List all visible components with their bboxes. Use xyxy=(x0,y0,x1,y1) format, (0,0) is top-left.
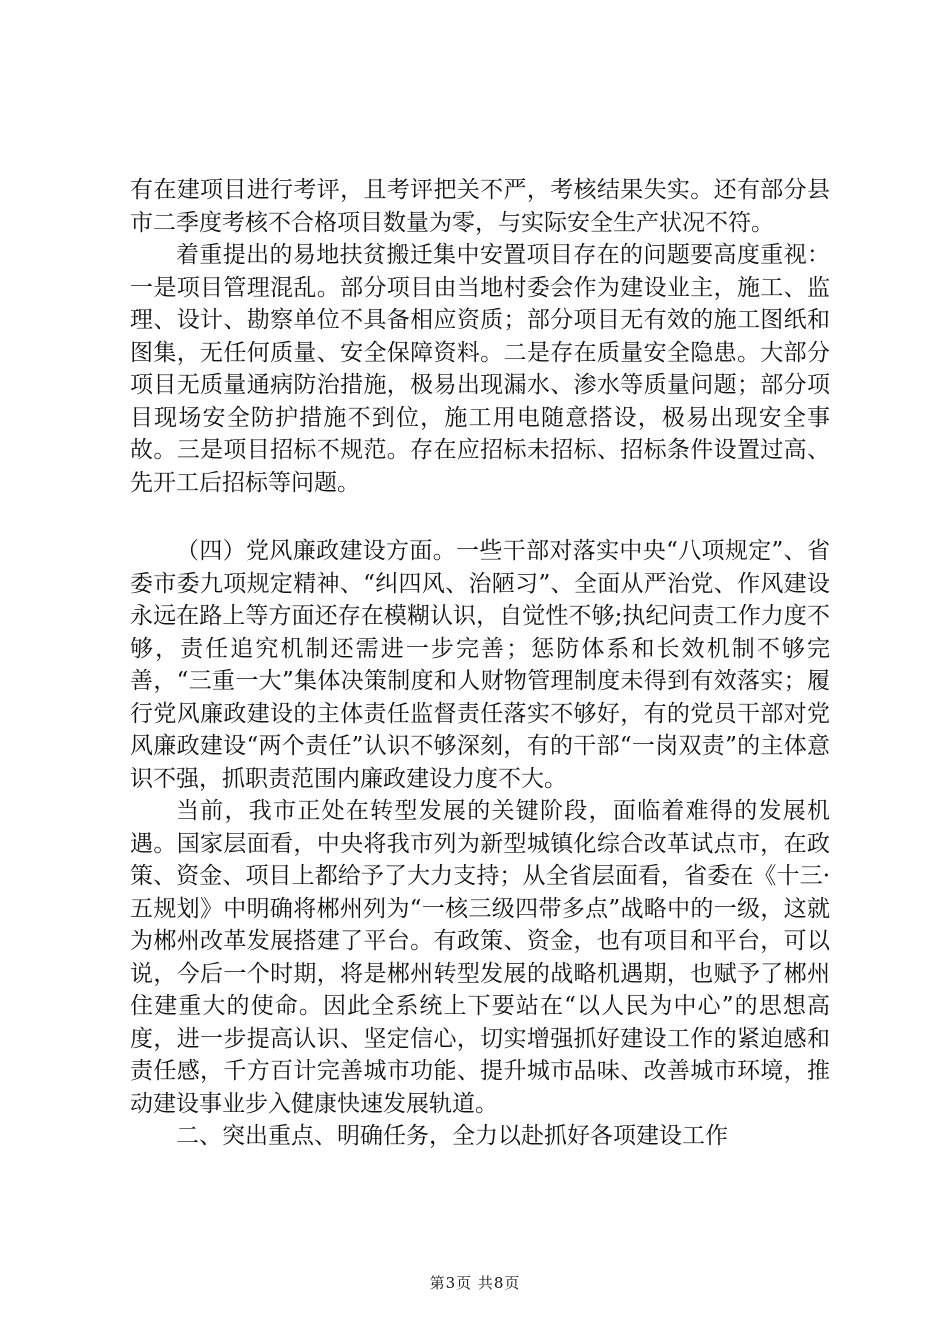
paragraph-current-situation: 当前，我市正处在转型发展的关键阶段，面临着难得的发展机遇。国家层面看，中央将我市列为新型城镇化综合改革试点市，在政策、资金、项目上都给予了大力支持；从全省层面看，省委在《十三·五规划》中明确将郴州列为“一核三级四带多点”战略中的一级，这就为郴州改革发展搭建了平台。有政策、资金，也有项目和平台，可以说，今后一个时期，将是郴州转型发展的战略机遇期，也赋予了郴州住建重大的使命。因此全系统上下要站在“以人民为中心”的思想高度，进一步提高认识、坚定信心，切实增强抓好建设工作的紧迫感和责任感，千方百计完善城市功能、提升城市品味、改善城市环境，推动建设事业步入健康快速发展轨道。 xyxy=(130,798,830,1117)
paragraph-continuation: 有在建项目进行考评，且考评把关不严，考核结果失实。还有部分县市二季度考核不合格项目数量为零，与实际安全生产状况不符。 xyxy=(130,177,830,236)
paragraph-gap xyxy=(130,499,830,535)
paragraph-relocation-issues: 着重提出的易地扶贫搬迁集中安置项目存在的问题要高度重视：一是项目管理混乱。部分项目由当地村委会作为建设业主，施工、监理、设计、勘察单位不具备相应资质；部分项目无有效的施工图纸和图集，无任何质量、安全保障资料。二是存在质量安全隐患。大部分项目无质量通病防治措施，极易出现漏水、渗水等质量问题；部分项目现场安全防护措施不到位，施工用电随意搭设，极易出现安全事故。三是项目招标不规范。存在应招标未招标、招标条件设置过高、先开工后招标等问题。 xyxy=(130,242,830,496)
document-body xyxy=(130,174,830,1153)
page-footer: 第3页 共8页 xyxy=(429,1274,521,1292)
section-heading-two: 二、突出重点、明确任务，全力以赴抓好各项建设工作 xyxy=(176,1123,728,1149)
paragraph-party-conduct: （四）党风廉政建设方面。一些干部对落实中央“八项规定”、省委市委九项规定精神、“纠四风、治陋习”、全面从严治党、作风建设永远在路上等方面还存在模糊认识，自觉性不够;执纪问责工作力度不够，责任追究机制还需进一步完善；惩防体系和长效机制不够完善，“三重一大”集体决策制度和人财物管理制度未得到有效落实；履行党风廉政建设的主体责任监督责任落实不够好，有的党员干部对党风廉政建设“两个责任”认识不够深刻，有的干部“一岗双责”的主体意识不强，抓职责范围内廉政建设力度不大。 xyxy=(130,538,830,792)
